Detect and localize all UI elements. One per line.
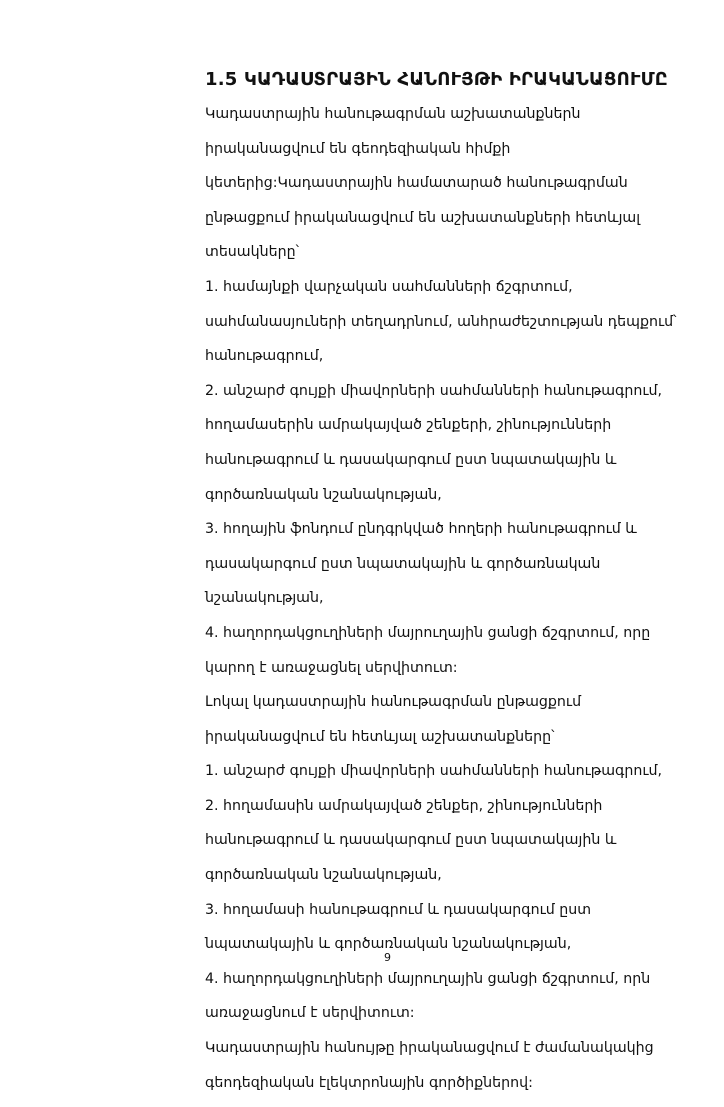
text-line: հանութագրում և դասակարգում ըստ նպատակային և: [205, 832, 617, 849]
text-line: հանութագրում,: [205, 348, 324, 365]
text-line: իրականացվում են հետևյալ աշխատանքները՝: [205, 728, 555, 745]
page-number: 9: [384, 951, 391, 964]
text-line: հանութագրում և դասակարգում ըստ նպատակային և: [205, 451, 617, 468]
text-line: 1. համայնքի վարչական սահմանների ճշգրտում,: [205, 278, 573, 295]
text-line: Կադաստրային հանութագրման աշխատանքներն: [205, 106, 581, 122]
text-line: 3. հողամասի հանութագրում և դասակարգում ըստ: [205, 901, 592, 918]
text-line: 2. հողամասին ամրակայված շենքեր, շինությունների: [205, 797, 603, 814]
text-line: դասակարգում ըստ նպատակային և գործառնական: [205, 555, 601, 572]
text-line: հողամասերին ամրակայված շենքերի, շինությունների: [205, 417, 612, 434]
text-line: կետերից:Կադաստրային համատարած հանութագրման: [205, 175, 628, 192]
text-line: ընթացքում իրականացվում են աշխատանքների հետևյալ: [205, 209, 641, 226]
text-line: գեոդեզիական էլեկտրոնային գործիքներով:: [205, 1074, 533, 1091]
text-line: 4. հաղորդակցուղիների մայրուղային ցանցի ճշգրտում, որն: [205, 970, 651, 987]
text-line: Կադաստրային հանույթը իրականացվում է ժամանակակից: [205, 1040, 654, 1057]
text-line: Լոկալ կադաստրային հանութագրման ընթացքում: [205, 694, 582, 711]
text-line: նշանակության,: [205, 590, 324, 607]
text-line: 1. անշարժ գույքի միավորների սահմանների հանութագրում,: [205, 763, 663, 780]
text-line: 2. անշարժ գույքի միավորների սահմանների հանութագրում,: [205, 382, 663, 399]
text-line: տեսակները՝: [205, 244, 299, 261]
text-line: գործառնական նշանակության,: [205, 867, 442, 884]
section-title: 1.5 ԿԱԴԱՍՏՐԱՅԻՆ ՀԱՆՈՒՅԹԻ ԻՐԱԿԱՆԱՑՈՒՄԸ: [205, 69, 668, 90]
text-line: 4. հաղորդակցուղիների մայրուղային ցանցի ճշգրտում, որը: [205, 624, 651, 641]
text-line: կարող է առաջացնել սերվիտուտ:: [205, 659, 458, 676]
text-line: առաջացնում է սերվիտուտ:: [205, 1005, 415, 1022]
body-text: [205, 104, 677, 1107]
text-line: 3. հողային ֆոնդում ընդգրկված հողերի հանութագրում և: [205, 521, 637, 538]
text-line: գործառնական նշանակության,: [205, 486, 442, 503]
text-line: սահմանասյուների տեղադրնում, անհրաժեշտության դեպքում՝: [205, 313, 677, 330]
text-line: իրականացվում են գեոդեզիական հիմքի: [205, 140, 511, 157]
text-line: նպատակային և գործառնական նշանակության,: [205, 936, 572, 953]
